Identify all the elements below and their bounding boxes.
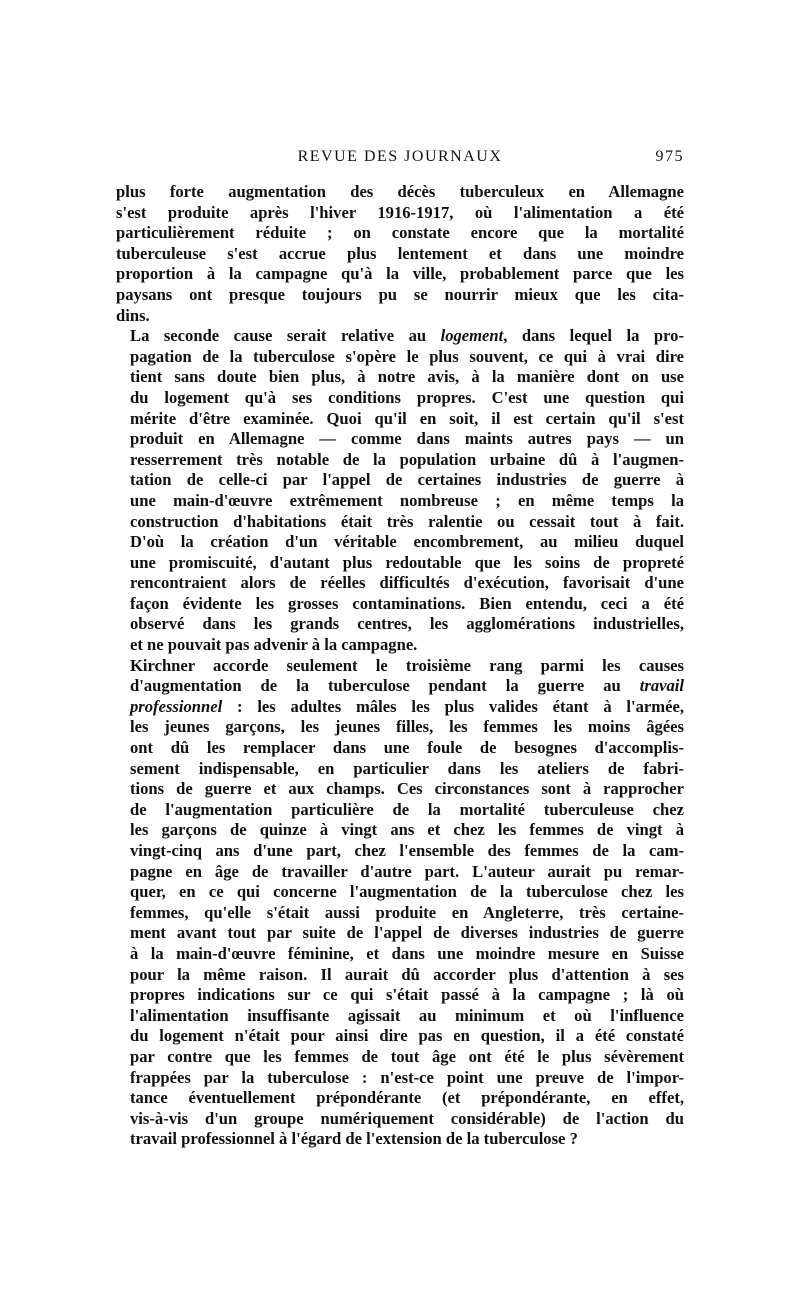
- text-line: proportion à la campagne qu'à la ville, probablement parce que les: [116, 264, 684, 284]
- line-segment: d'augmentation de la tuberculose pendant la guerre au: [130, 676, 640, 696]
- text-line: quer, en ce qui concerne l'augmentation de la tuberculose chez les: [130, 882, 684, 902]
- text-line: vingt-cinq ans d'une part, chez l'ensemble des femmes de la cam-: [130, 841, 684, 860]
- text-line: tance éventuellement prépondérante (et prépondérante, en effet,: [130, 1088, 684, 1108]
- text-line: produit en Allemagne — comme dans maints autres pays — un: [130, 429, 684, 449]
- text-line: propres indications sur ce qui s'était passé à la campagne ; là où: [130, 985, 684, 1005]
- text-line: et ne pouvait pas advenir à la campagne.: [130, 635, 418, 655]
- running-head: [116, 148, 684, 170]
- emphasis-text: professionnel: [130, 696, 223, 716]
- text-line: à la main-d'œuvre féminine, et dans une moindre mesure en Suisse: [130, 943, 684, 963]
- text-line: tation de celle-ci par l'appel de certaines industries de guerre à: [130, 470, 684, 490]
- text-line: pagne en âge de travailler d'autre part. L'auteur aurait pu remar-: [130, 861, 684, 881]
- emphasis-text: travail: [639, 676, 684, 696]
- text-line: plus forte augmentation des décès tuberculeux en Allemagne: [116, 182, 684, 201]
- running-title: REVUE DES JOURNAUX: [297, 148, 503, 165]
- text-line: du logement n'était pour ainsi dire pas en question, il a été constaté: [130, 1026, 684, 1046]
- text-line: paysans ont presque toujours pu se nourrir mieux que les cita-: [116, 284, 684, 304]
- body-text: [116, 182, 684, 1150]
- paragraph-1: [116, 182, 684, 326]
- text-line: par contre que les femmes de tout âge ont été le plus sévèrement: [130, 1046, 684, 1066]
- emphasis-text: logement: [440, 326, 504, 346]
- text-line: une main-d'œuvre extrêmement nombreuse ; en même temps la: [130, 490, 684, 510]
- text-line: travail professionnel à l'égard de l'extension de la tuberculose ?: [130, 1129, 578, 1149]
- text-line: pagation de la tuberculose s'opère le plus souvent, ce qui à vrai dire: [130, 346, 684, 366]
- text-line: de l'augmentation particulière de la mortalité tuberculeuse chez: [130, 799, 684, 819]
- text-line: dins.: [116, 305, 150, 325]
- text-line: resserrement très notable de la population urbaine dû à l'augmen-: [130, 449, 684, 469]
- text-line: D'où la création d'un véritable encombrement, au milieu duquel: [130, 532, 684, 552]
- paragraph-3: [116, 656, 684, 1150]
- text-line: tuberculeuse s'est accrue plus lentement et dans une moindre: [116, 243, 684, 263]
- text-line: tient sans doute bien plus, à notre avis, à la manière dont on use: [130, 367, 684, 387]
- text-line: ment avant tout par suite de l'appel de diverses industries de guerre: [130, 923, 684, 943]
- text-line: construction d'habitations était très ralentie ou cessait tout à fait.: [130, 511, 684, 531]
- text-line: sement indispensable, en particulier dans les ateliers de fabri-: [130, 758, 684, 778]
- text-line: tions de guerre et aux champs. Ces circonstances sont à rapprocher: [130, 779, 684, 799]
- line-segment: : les adultes mâles les plus valides étant à l'armée,: [222, 696, 684, 716]
- text-line: frappées par la tuberculose : n'est-ce point une preuve de l'impor-: [130, 1067, 684, 1087]
- text-line: une promiscuité, d'autant plus redoutable que les soins de propreté: [130, 552, 684, 572]
- text-line: les jeunes garçons, les jeunes filles, les femmes les moins âgées: [130, 717, 684, 737]
- text-line: façon évidente les grosses contaminations. Bien entendu, ceci a été: [130, 593, 684, 613]
- page-number: 975: [655, 148, 684, 165]
- text-line: ont dû les remplacer dans une foule de besognes d'accomplis-: [130, 738, 684, 758]
- text-line: mérite d'être examinée. Quoi qu'il en soit, il est certain qu'il s'est: [130, 408, 684, 428]
- text-line: [116, 656, 684, 677]
- line-segment: Kirchner accorde seulement le troisième rang parmi les causes: [130, 655, 684, 675]
- paragraph-2: [116, 326, 684, 656]
- text-line: vis-à-vis d'un groupe numériquement considérable) de l'action du: [130, 1108, 684, 1128]
- line-segment: La seconde cause serait relative au: [130, 326, 441, 346]
- text-line: s'est produite après l'hiver 1916-1917, où l'alimentation a été: [116, 202, 684, 222]
- text-line: [116, 697, 684, 718]
- text-line: particulièrement réduite ; on constate encore que la mortalité: [116, 223, 684, 243]
- text-line: femmes, qu'elle s'était aussi produite en Angleterre, très certaine-: [130, 902, 684, 922]
- text-line: du logement qu'à ses conditions propres. C'est une question qui: [130, 387, 684, 407]
- text-line: pour la même raison. Il aurait dû accorder plus d'attention à ses: [130, 964, 684, 984]
- text-line: [116, 676, 684, 697]
- text-line: rencontraient alors de réelles difficultés d'exécution, favorisait d'une: [130, 573, 684, 593]
- line-segment: , dans lequel la pro-: [503, 326, 684, 346]
- text-line: observé dans les grands centres, les agglomérations industrielles,: [130, 614, 684, 634]
- text-line: l'alimentation insuffisante agissait au minimum et où l'influence: [130, 1005, 684, 1025]
- text-line: les garçons de quinze à vingt ans et chez les femmes de vingt à: [130, 820, 684, 840]
- text-line: [116, 326, 684, 347]
